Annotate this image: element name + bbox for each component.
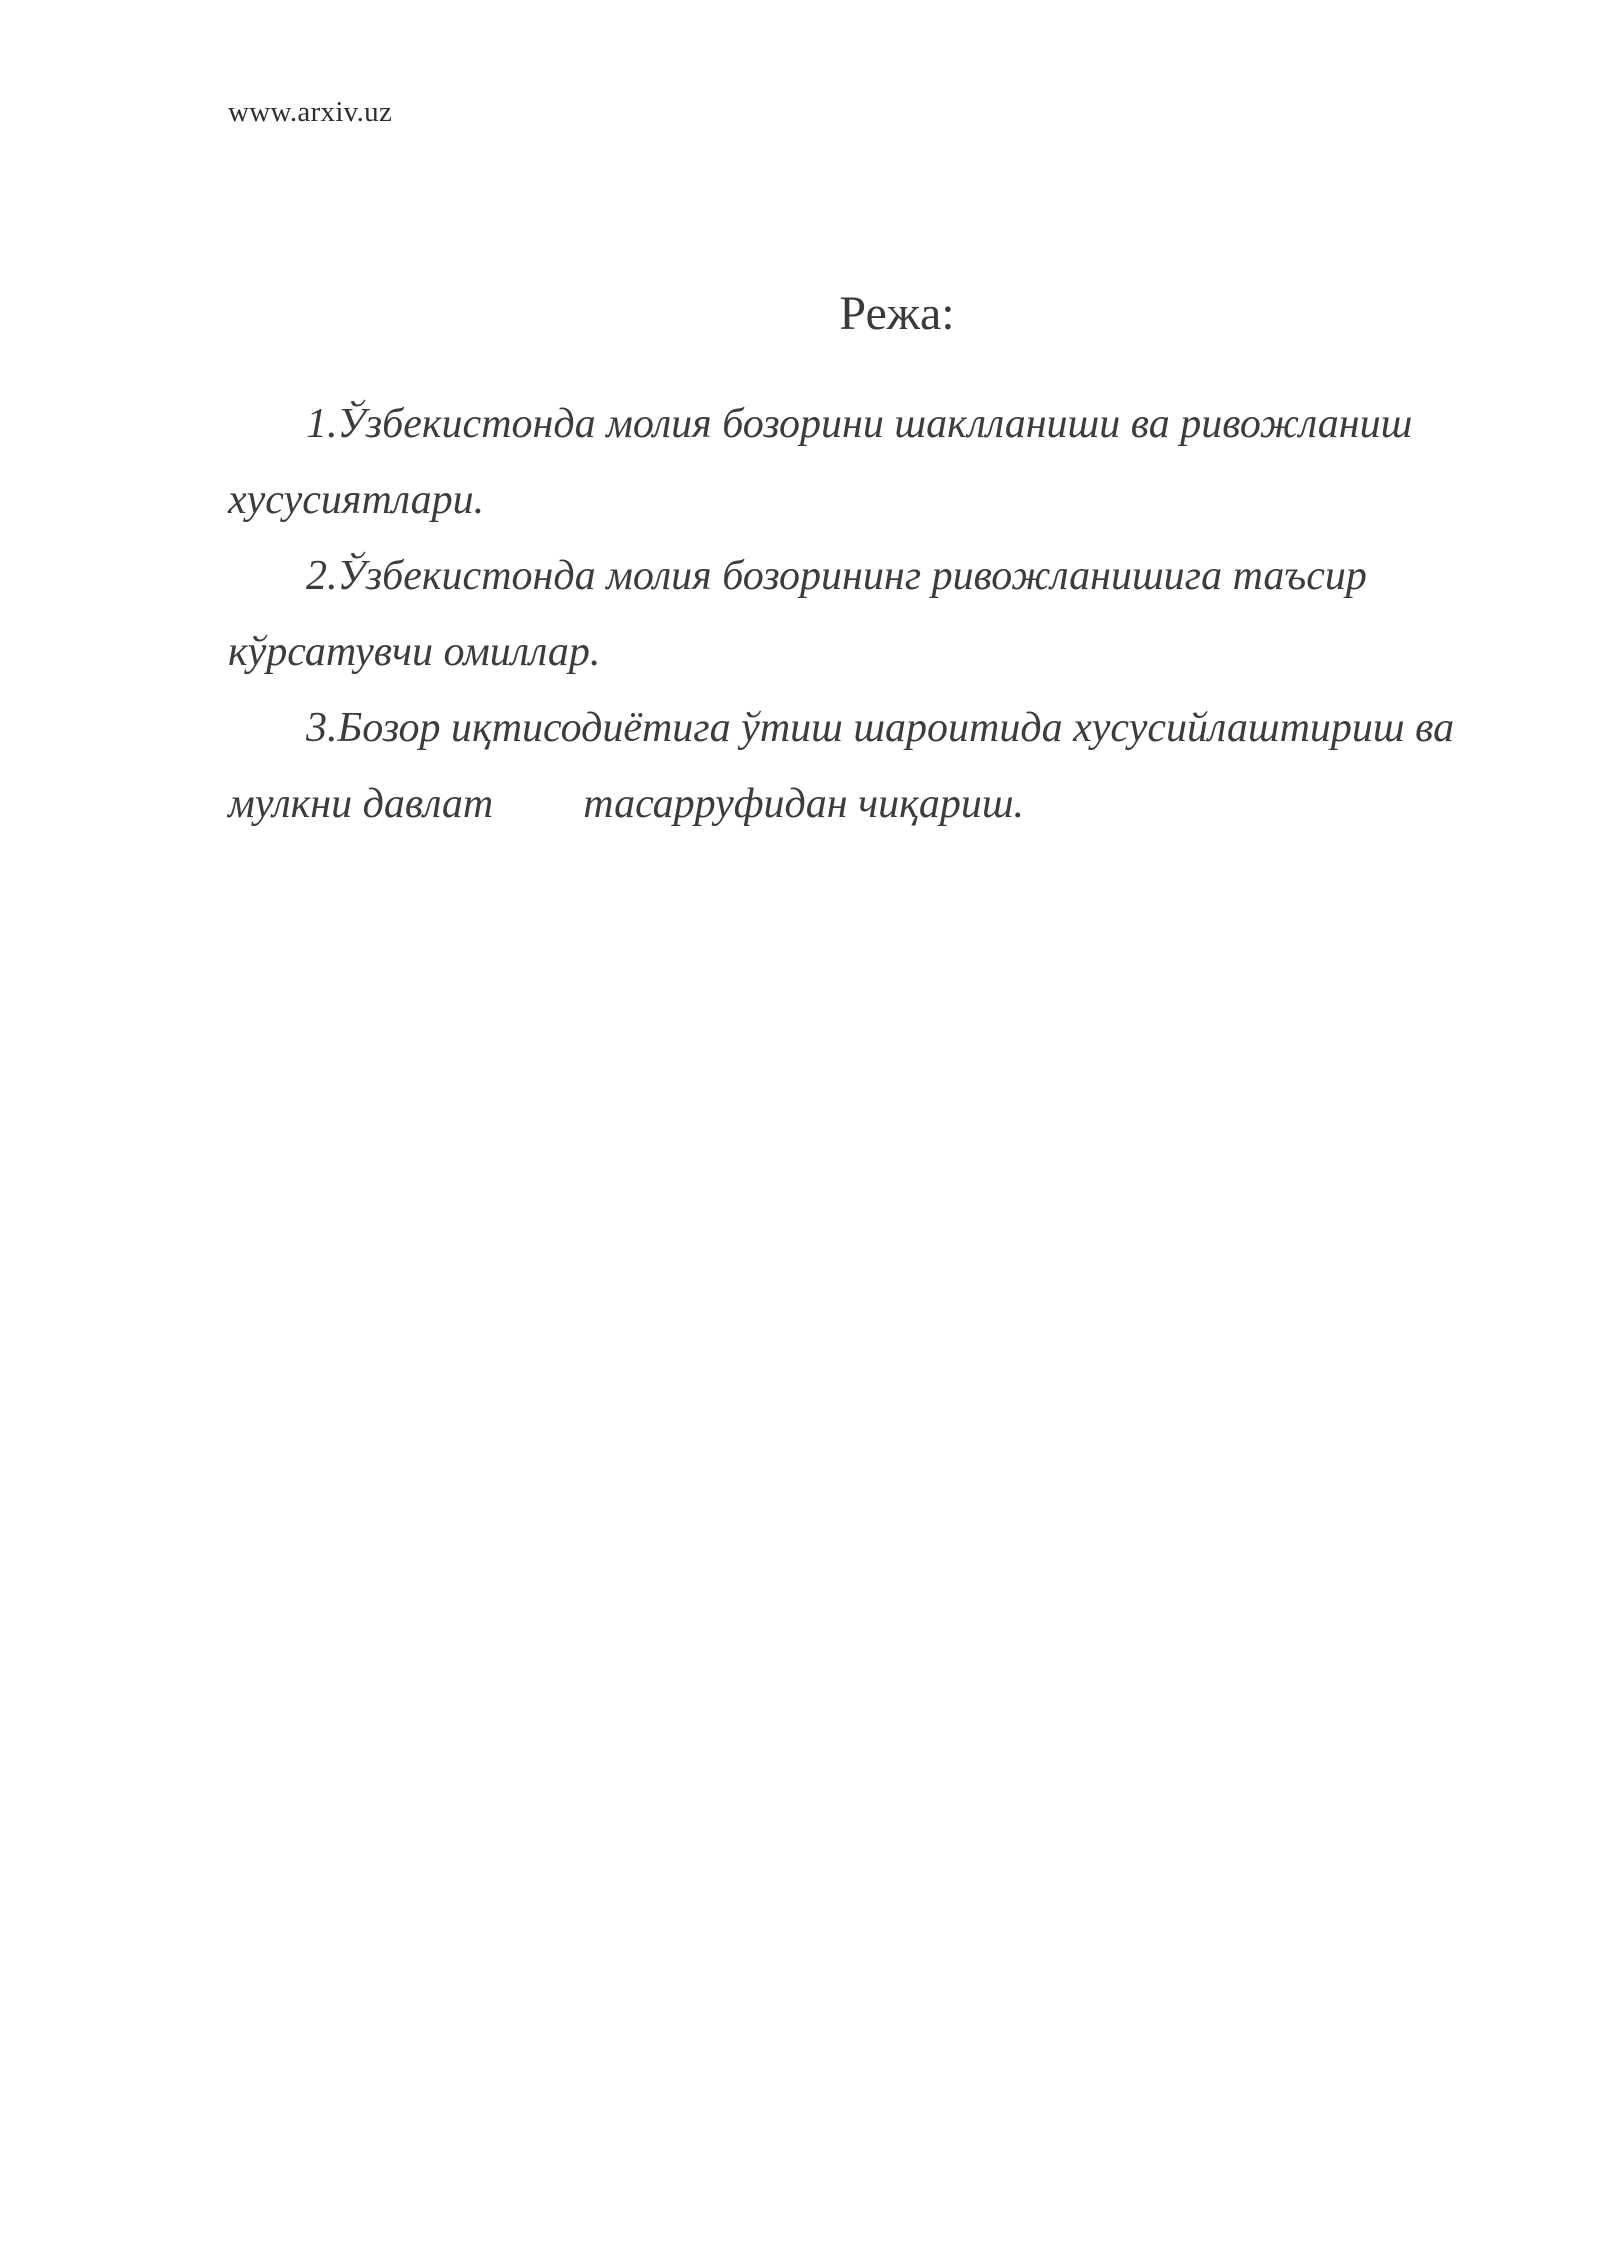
site-url-header: www.arxiv.uz	[228, 96, 393, 128]
plan-item-3-part2: тасарруфидан чиқариш.	[583, 781, 1025, 827]
plan-item-2: 2.Ўзбекистонда молия бозорининг ривожланишига таъсир кўрсатувчи омиллар.	[228, 553, 1367, 675]
page-title: Режа:	[839, 287, 955, 340]
plan-item-1: 1.Ўзбекистонда молия бозорини шаклланиши ва ривожланиш хусусиятлари.	[228, 401, 1413, 523]
plan-item-3-part1: 3.Бозор иқтисодиётига ўтиш шароитида хусусийлаштириш ва мулкни давлат	[228, 705, 1455, 827]
plan-list	[228, 386, 1488, 842]
plan-item-3	[228, 690, 1488, 842]
